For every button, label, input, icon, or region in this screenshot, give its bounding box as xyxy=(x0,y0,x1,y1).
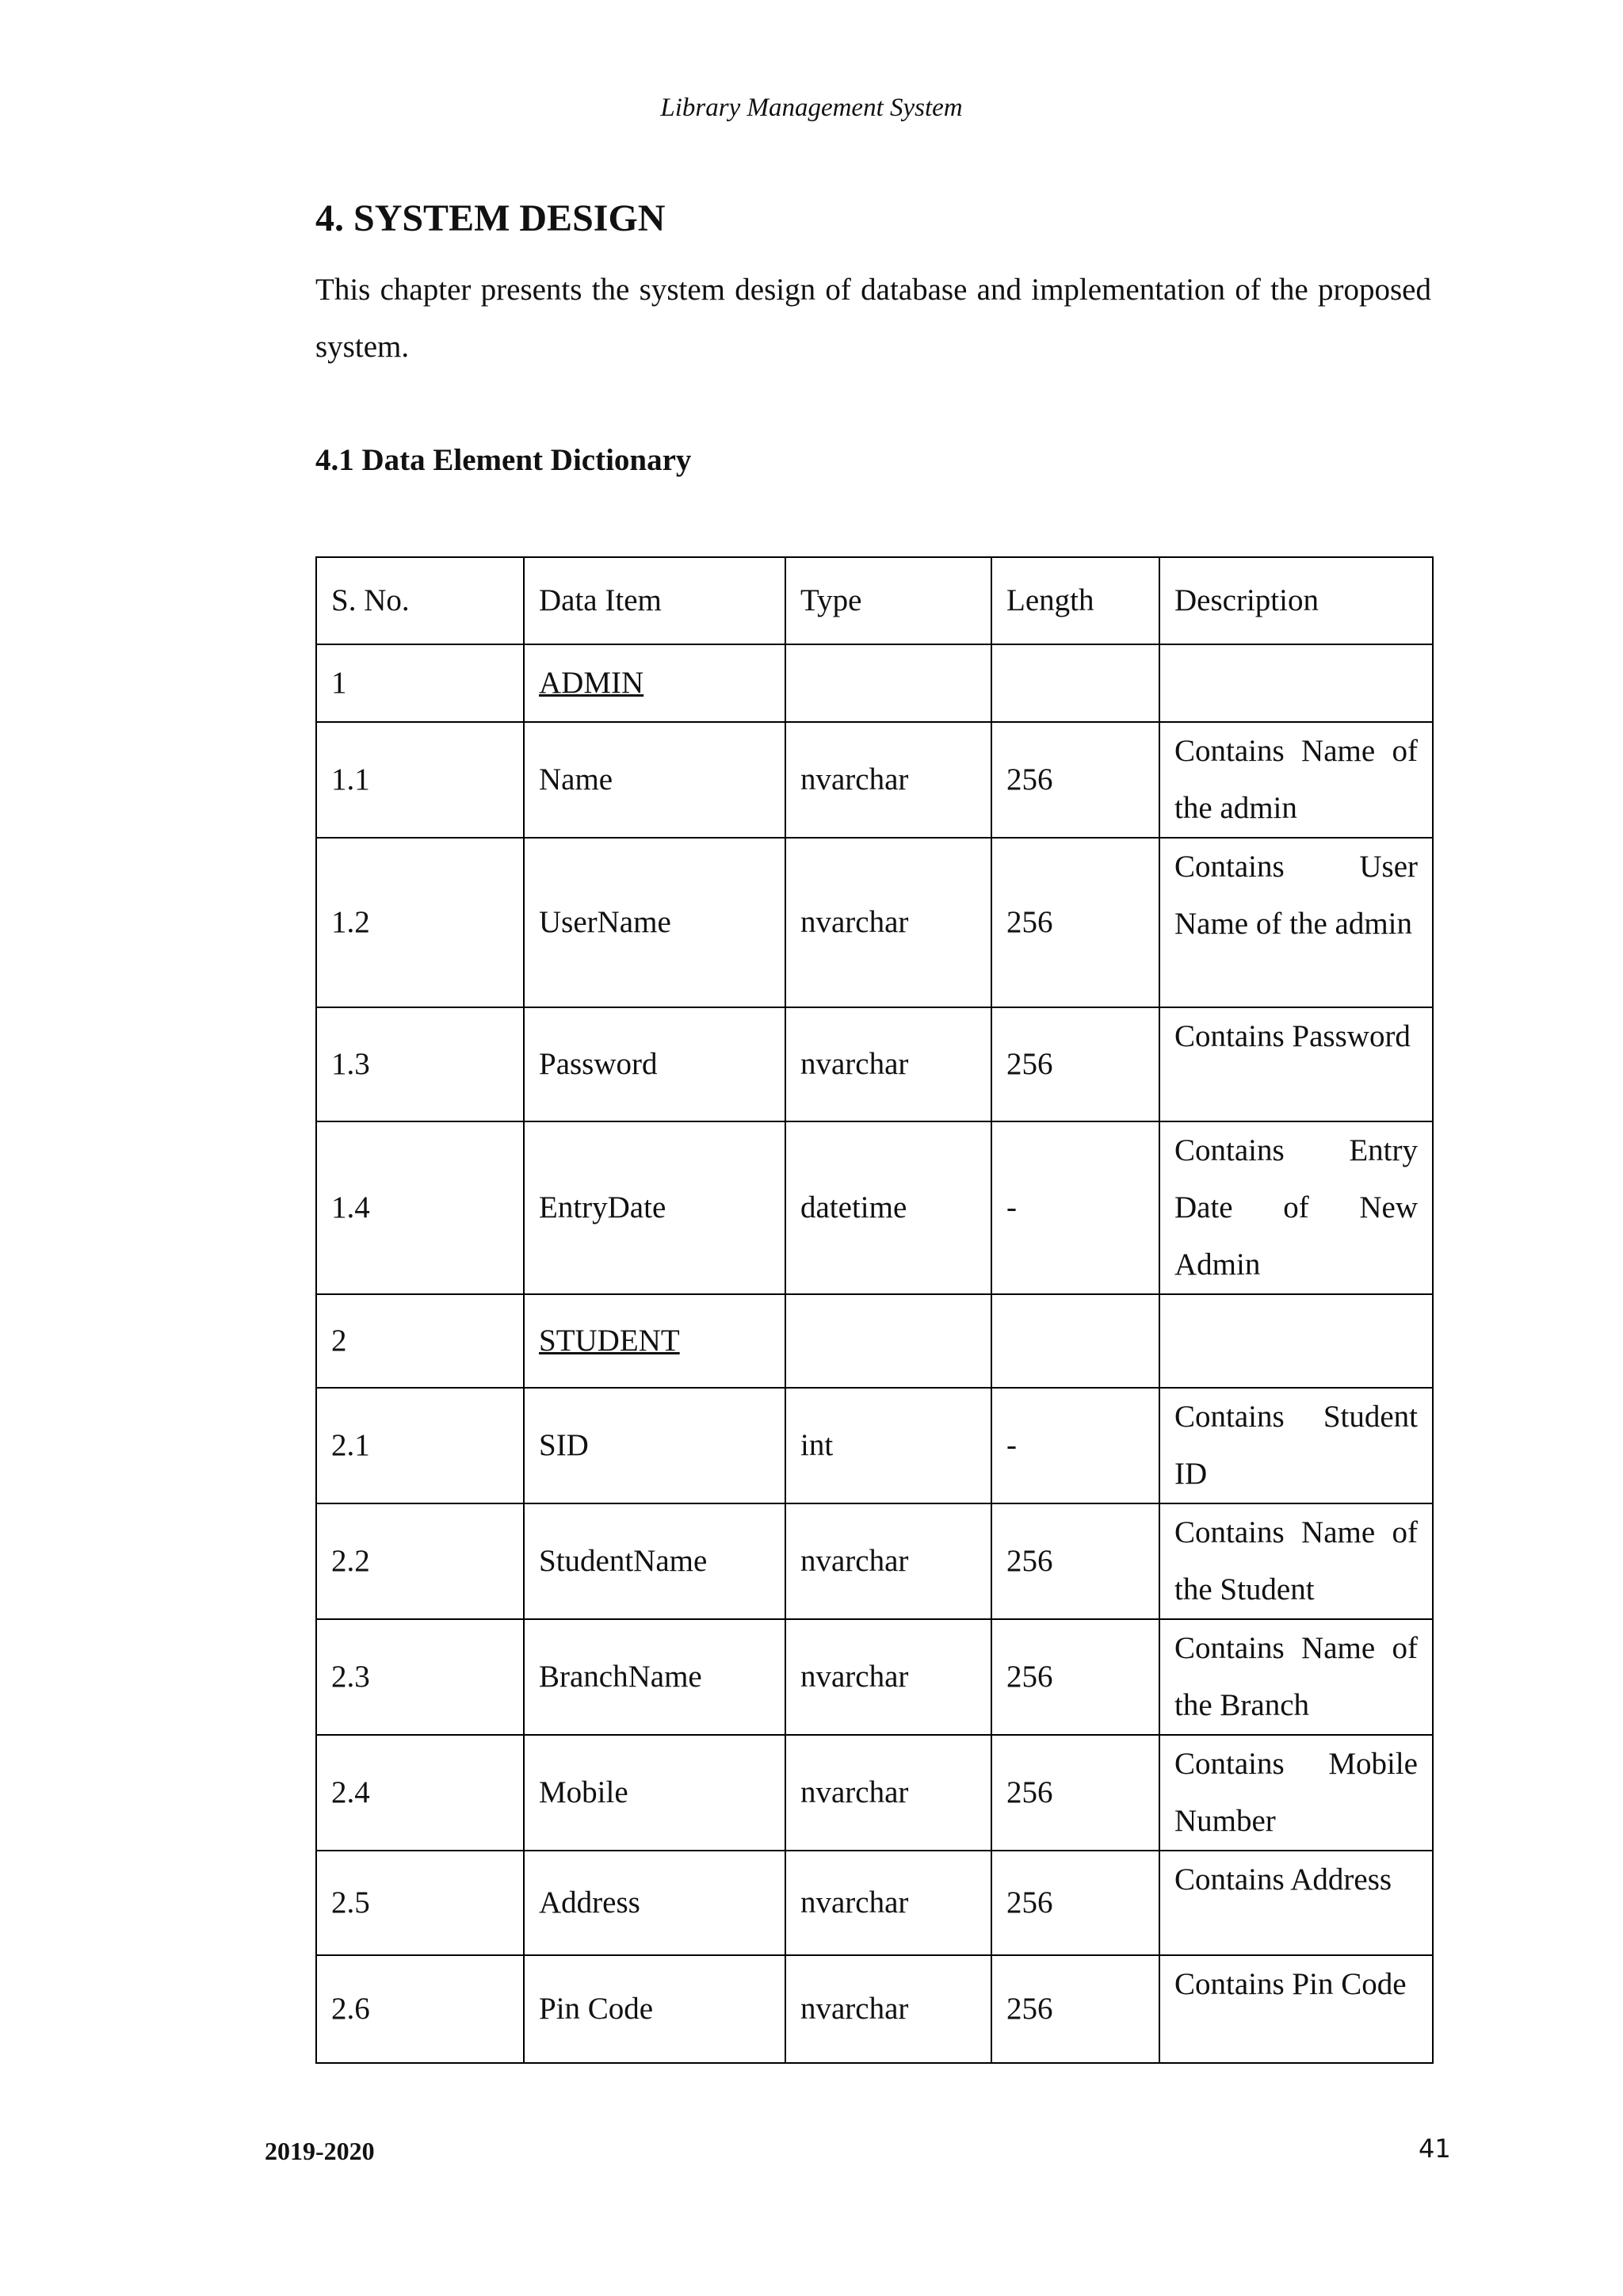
cell-type: datetime xyxy=(785,1121,991,1294)
column-header-data-item: Data Item xyxy=(524,557,785,644)
cell-sno: 2.5 xyxy=(316,1851,524,1955)
cell-length: - xyxy=(991,1121,1159,1294)
cell-length: 256 xyxy=(991,1735,1159,1851)
cell-description: Contains Name of the Branch xyxy=(1159,1619,1433,1735)
cell-description xyxy=(1159,644,1433,722)
cell-data-item: Name xyxy=(524,722,785,838)
cell-sno: 2.3 xyxy=(316,1619,524,1735)
cell-length xyxy=(991,644,1159,722)
cell-sno: 1 xyxy=(316,644,524,722)
cell-data-item: Address xyxy=(524,1851,785,1955)
cell-data-item: Pin Code xyxy=(524,1955,785,2063)
table-row xyxy=(316,1851,1433,1955)
cell-type: nvarchar xyxy=(785,722,991,838)
table-row xyxy=(316,1121,1433,1294)
section-title: 4.1 Data Element Dictionary xyxy=(315,443,692,477)
cell-type: nvarchar xyxy=(785,1735,991,1851)
cell-data-item: BranchName xyxy=(524,1619,785,1735)
cell-sno: 1.1 xyxy=(316,722,524,838)
cell-type xyxy=(785,644,991,722)
cell-length: 256 xyxy=(991,1851,1159,1955)
data-dictionary-table xyxy=(315,556,1434,2064)
cell-type: nvarchar xyxy=(785,838,991,1007)
page-number: 41 xyxy=(1419,2134,1451,2164)
footer-year: 2019-2020 xyxy=(265,2137,375,2165)
cell-length: 256 xyxy=(991,1955,1159,2063)
cell-description: Contains Name of the admin xyxy=(1159,722,1433,838)
cell-sno: 2 xyxy=(316,1294,524,1388)
running-header: Library Management System xyxy=(660,94,963,122)
table-row xyxy=(316,1619,1433,1735)
chapter-title: 4. SYSTEM DESIGN xyxy=(315,197,666,239)
cell-data-item: EntryDate xyxy=(524,1121,785,1294)
cell-description xyxy=(1159,1294,1433,1388)
cell-sno: 1.2 xyxy=(316,838,524,1007)
cell-description: Contains User Name of the admin xyxy=(1159,838,1433,1007)
cell-description: Contains Name of the Student xyxy=(1159,1503,1433,1619)
cell-sno: 2.2 xyxy=(316,1503,524,1619)
table-row xyxy=(316,1388,1433,1503)
cell-type: nvarchar xyxy=(785,1503,991,1619)
cell-type: nvarchar xyxy=(785,1007,991,1121)
cell-description: Contains Entry Date of New Admin xyxy=(1159,1121,1433,1294)
table-row xyxy=(316,722,1433,838)
column-header-length: Length xyxy=(991,557,1159,644)
cell-type: nvarchar xyxy=(785,1851,991,1955)
cell-length: 256 xyxy=(991,1503,1159,1619)
cell-data-item: Mobile xyxy=(524,1735,785,1851)
cell-type: nvarchar xyxy=(785,1955,991,2063)
cell-data-item: SID xyxy=(524,1388,785,1503)
cell-data-item: ADMIN xyxy=(524,644,785,722)
column-header-type: Type xyxy=(785,557,991,644)
cell-length: 256 xyxy=(991,838,1159,1007)
chapter-intro: This chapter presents the system design of database and implementation of the proposed system. xyxy=(315,273,1431,364)
cell-type: nvarchar xyxy=(785,1619,991,1735)
cell-description: Contains Pin Code xyxy=(1159,1955,1433,2063)
cell-description: Contains Student ID xyxy=(1159,1388,1433,1503)
table-row xyxy=(316,838,1433,1007)
cell-type xyxy=(785,1294,991,1388)
cell-sno: 2.4 xyxy=(316,1735,524,1851)
table-row xyxy=(316,1735,1433,1851)
cell-data-item: STUDENT xyxy=(524,1294,785,1388)
cell-description: Contains Address xyxy=(1159,1851,1433,1955)
cell-length xyxy=(991,1294,1159,1388)
table-row xyxy=(316,1007,1433,1121)
cell-sno: 2.6 xyxy=(316,1955,524,2063)
cell-data-item: UserName xyxy=(524,838,785,1007)
table-row xyxy=(316,1503,1433,1619)
cell-sno: 1.4 xyxy=(316,1121,524,1294)
cell-length: 256 xyxy=(991,722,1159,838)
cell-sno: 2.1 xyxy=(316,1388,524,1503)
cell-description: Contains Mobile Number xyxy=(1159,1735,1433,1851)
table-row xyxy=(316,644,1433,722)
cell-length: 256 xyxy=(991,1007,1159,1121)
cell-type: int xyxy=(785,1388,991,1503)
column-header-description: Description xyxy=(1159,557,1433,644)
table-row xyxy=(316,1955,1433,2063)
table-header-row xyxy=(316,557,1433,644)
cell-data-item: Password xyxy=(524,1007,785,1121)
cell-length: - xyxy=(991,1388,1159,1503)
cell-sno: 1.3 xyxy=(316,1007,524,1121)
table-row xyxy=(316,1294,1433,1388)
cell-description: Contains Password xyxy=(1159,1007,1433,1121)
cell-data-item: StudentName xyxy=(524,1503,785,1619)
column-header-sno: S. No. xyxy=(316,557,524,644)
cell-length: 256 xyxy=(991,1619,1159,1735)
